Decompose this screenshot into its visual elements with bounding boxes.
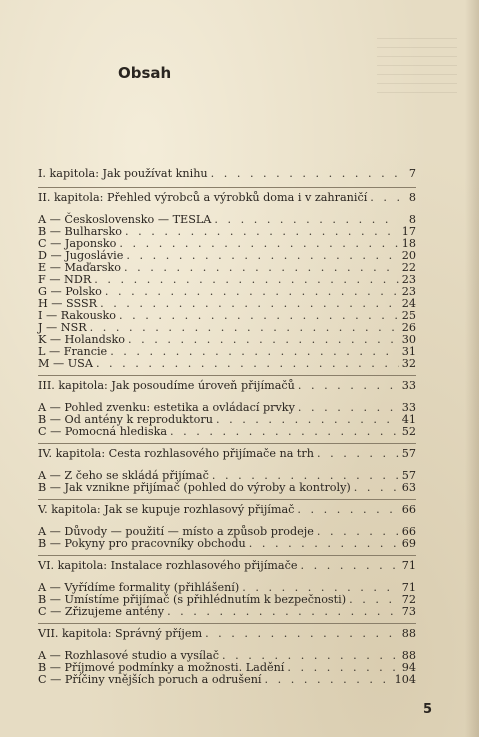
chapter-6	[38, 560, 416, 618]
dot-leader	[317, 526, 399, 538]
page-number: 32	[401, 357, 416, 370]
divider	[38, 623, 416, 624]
page-number: 66	[401, 503, 416, 516]
chapter-1	[38, 168, 416, 182]
dot-leader	[205, 628, 399, 640]
chapter-title-row[interactable]	[38, 628, 416, 642]
entry-label: A — Vyřídíme formality (přihlášení)	[38, 581, 240, 594]
chapter-title: VII. kapitola: Správný příjem	[38, 627, 203, 640]
dot-leader	[214, 214, 399, 226]
table-of-contents	[38, 168, 416, 686]
dot-leader	[249, 538, 399, 550]
dot-leader	[105, 286, 399, 298]
dot-leader	[119, 238, 398, 250]
page-number: 57	[401, 447, 416, 460]
page-number: 7	[408, 167, 416, 180]
chapter-title: I. kapitola: Jak používat knihu	[38, 167, 208, 180]
chapter-5	[38, 504, 416, 550]
page-number: 26	[401, 321, 416, 334]
page-folio-number: 5	[423, 702, 433, 717]
page-number: 94	[401, 661, 416, 674]
page-number: 30	[401, 333, 416, 346]
dot-leader	[354, 482, 399, 494]
page-number: 24	[401, 297, 416, 310]
entry-label: J — NSR	[38, 321, 87, 334]
page-number: 31	[401, 345, 416, 358]
entry-label: L — Francie	[38, 345, 108, 358]
page-number: 88	[401, 649, 416, 662]
dot-leader	[100, 298, 399, 310]
dot-leader	[265, 674, 392, 686]
chapter-title: VI. kapitola: Instalace rozhlasového přijímače	[38, 559, 298, 572]
toc-entry[interactable]	[38, 674, 416, 686]
toc-entry[interactable]	[38, 538, 416, 550]
bleed-through-shadow	[377, 38, 457, 98]
dot-leader	[298, 402, 399, 414]
chapter-title-row[interactable]	[38, 168, 416, 182]
entry-label: C — Zřizujeme antény	[38, 605, 165, 618]
entry-label: K — Holandsko	[38, 333, 126, 346]
page-number: 72	[401, 593, 416, 606]
toc-entry[interactable]	[38, 310, 416, 322]
entry-label: C — Příčiny vnějších poruch a odrušení	[38, 673, 262, 686]
dot-leader	[170, 426, 399, 438]
dot-leader	[124, 262, 399, 274]
entry-label: E — Maďarsko	[38, 261, 122, 274]
toc-entry[interactable]	[38, 346, 416, 358]
page-number: 73	[401, 605, 416, 618]
entry-label: B — Pokyny pro pracovníky obchodu	[38, 537, 246, 550]
entry-label: F — NDR	[38, 273, 92, 286]
dot-leader	[211, 168, 399, 180]
entry-label: H — SSSR	[38, 297, 98, 310]
entry-label: C — Japonsko	[38, 237, 117, 250]
page-number: 69	[401, 537, 416, 550]
dot-leader	[126, 250, 398, 262]
page-number: 88	[401, 627, 416, 640]
dot-leader	[90, 322, 399, 334]
entry-label: I — Rakousko	[38, 309, 117, 322]
entry-label: A — Československo — TESLA	[38, 213, 212, 226]
dot-leader	[125, 226, 399, 238]
chapter-title: III. kapitola: Jak posoudíme úroveň přijímačů	[38, 379, 295, 392]
toc-entry[interactable]	[38, 606, 416, 618]
entry-label: D — Jugoslávie	[38, 249, 124, 262]
dot-leader	[317, 448, 399, 460]
page-number: 33	[401, 401, 416, 414]
dot-leader	[300, 560, 398, 572]
page-number: 63	[401, 481, 416, 494]
dot-leader	[370, 192, 399, 204]
chapter-4	[38, 448, 416, 494]
page-number: 22	[401, 261, 416, 274]
entry-label: A — Z čeho se skládá přijímač	[38, 469, 209, 482]
chapter-7	[38, 628, 416, 686]
toc-entry[interactable]	[38, 426, 416, 438]
dot-leader	[119, 310, 399, 322]
page-number: 18	[401, 237, 416, 250]
toc-entry[interactable]	[38, 358, 416, 370]
page-number: 57	[401, 469, 416, 482]
page-number: 25	[401, 309, 416, 322]
entry-label: A — Rozhlasové studio a vysílač	[38, 649, 220, 662]
divider	[38, 555, 416, 556]
chapter-title-row[interactable]	[38, 560, 416, 574]
divider	[38, 499, 416, 500]
toc-entry[interactable]	[38, 482, 416, 494]
page-number: 104	[394, 673, 416, 686]
dot-leader	[298, 380, 399, 392]
entry-label: B — Bulharsko	[38, 225, 123, 238]
page-number: 66	[401, 525, 416, 538]
divider	[38, 187, 416, 188]
dot-leader	[96, 358, 399, 370]
dot-leader	[128, 334, 399, 346]
dot-leader	[297, 504, 398, 516]
page-number: 71	[401, 559, 416, 572]
chapter-title: V. kapitola: Jak se kupuje rozhlasový přijímač	[38, 503, 295, 516]
dot-leader	[287, 662, 398, 674]
page-number: 17	[401, 225, 416, 238]
chapter-title: II. kapitola: Přehled výrobců a výrobků doma i v zahraničí	[38, 191, 368, 204]
entry-label: B — Jak vznikne přijímač (pohled do výroby a kontroly)	[38, 481, 351, 494]
page-number: 41	[401, 413, 416, 426]
entry-label: M — USA	[38, 357, 93, 370]
entry-label: G — Polsko	[38, 285, 102, 298]
page-title: Obsah	[118, 64, 172, 82]
dot-leader	[94, 274, 399, 286]
dot-leader	[216, 414, 399, 426]
divider	[38, 375, 416, 376]
chapter-title-row[interactable]	[38, 380, 416, 394]
page-number: 71	[401, 581, 416, 594]
entry-label: A — Důvody — použití — místo a způsob prodeje	[38, 525, 314, 538]
chapter-title-row[interactable]	[38, 448, 416, 462]
page-edge-shadow	[465, 0, 479, 737]
page-number: 52	[401, 425, 416, 438]
page-number: 8	[408, 213, 416, 226]
entry-label: B — Od antény k reproduktoru	[38, 413, 213, 426]
divider	[38, 443, 416, 444]
page-number: 23	[401, 273, 416, 286]
chapter-title-row[interactable]	[38, 504, 416, 518]
toc-entry[interactable]	[38, 262, 416, 274]
page-number: 23	[401, 285, 416, 298]
dot-leader	[349, 594, 399, 606]
dot-leader	[167, 606, 399, 618]
chapter-title: IV. kapitola: Cesta rozhlasového přijímače na trh	[38, 447, 314, 460]
dot-leader	[110, 346, 399, 358]
chapter-title-row[interactable]	[38, 192, 416, 206]
chapter-3	[38, 380, 416, 438]
entry-label: A — Pohled zvenku: estetika a ovládací prvky	[38, 401, 295, 414]
entry-label: B — Příjmové podmínky a možnosti. Ladění	[38, 661, 285, 674]
entry-label: C — Pomocná hlediska	[38, 425, 168, 438]
page-number: 20	[401, 249, 416, 262]
page-number: 33	[401, 379, 416, 392]
page-number: 8	[408, 191, 416, 204]
entry-label: B — Umístíme přijímač (s přihlédnutím k bezpečnosti)	[38, 593, 347, 606]
chapter-2	[38, 192, 416, 370]
